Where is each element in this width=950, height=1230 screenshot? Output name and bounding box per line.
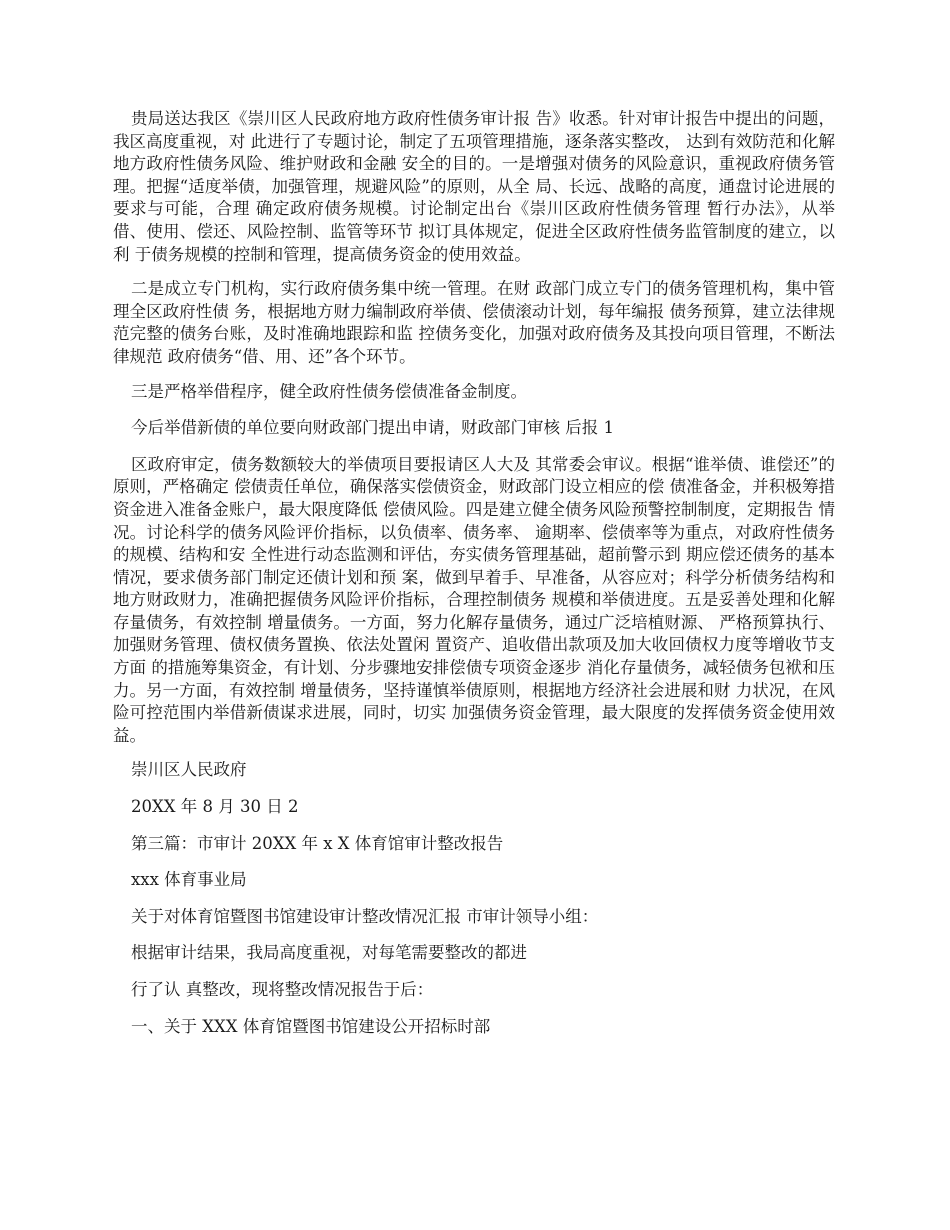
report-item-one: 一、关于 XXX 体育馆暨图书馆建设公开招标时部 [131, 1016, 491, 1036]
signature-government: 崇川区人民政府 [131, 760, 247, 780]
section-heading-third: 第三篇：市审计 20XX 年 x X 体育馆审计整改报告 [131, 833, 504, 853]
document-body [113, 108, 835, 1052]
report-title-line: 关于对体育馆暨图书馆建设审计整改情况汇报 市审计领导小组： [131, 906, 599, 926]
issuing-bureau: xxx 体育事业局 [131, 870, 247, 890]
report-opening-continuation: 行了认 真整改，现将整改情况报告于后： [131, 980, 434, 999]
paragraph-new-debt-application: 今后举借新债的单位要向财政部门提出申请，财政部门审核 后报 1 [131, 418, 614, 438]
paragraph-debt-measures-intro: 贵局送达我区《崇川区人民政府地方政府性债务审计报 告》收悉。针对审计报告中提出的问题，我区高度重视，对 此进行了专题讨论，制定了五项管理措施，逐条落实整改， 达到有效防范和化解地方政府性债务风险、维护财政和金融 安全的目的。一是增强对债务的风险意识，重视政府债务管 理。把握“适度举债，加强管理，规避风险”的原则，从全 局、长远、战略的高度，通盘讨论进展的要求与可能，合理 确定政府债务规模。讨论制定出台《崇川区政府性债务管理 暂行办法》，从举借、使用、偿还、风险控制、监管等环节 拟订具体规定，促进全区政府性债务监管制度的建立，以利 于债务规模的控制和管理，提高债务资金的使用效益。 [113, 109, 835, 264]
paragraph-risk-warning: 区政府审定，债务数额较大的举债项目要报请区人大及 其常委会审议。根据“谁举债、谁偿还”的原则，严格确定 偿债责任单位，确保落实偿债资金，财政部门设立相应的偿 债准备金，并积极筹措资金进入准备金账户，最大限度降低 偿债风险。四是建立健全债务风险预警控制制度，定期报告 情况。讨论科学的债务风险评价指标，以负债率、债务率、 逾期率、偿债率等为重点，对政府性债务的规模、结构和安 全性进行动态监测和评估，夯实债务管理基础，超前警示到 期应偿还债务的基本情况，要求债务部门制定还债计划和预 案，做到早着手、早准备，从容应对；科学分析债务结构和 地方财政财力，准确把握债务风险评价指标，合理控制债务 规模和举债进度。五是妥善处理和化解存量债务，有效控制 增量债务。一方面，努力化解存量债务，通过广泛培植财源、 严格预算执行、加强财务管理、债权债务置换、依法处置闲 置资产、追收借出款项及加大收回债权力度等增收节支方面 的措施筹集资金，有计划、分步骤地安排偿债专项资金逐步 消化存量债务，减轻债务包袱和压力。另一方面，有效控制 增量债务，坚持谨慎举债原则，根据地方经济社会进展和财 力状况，在风险可控范围内举借新债谋求进展，同时，切实 加强债务资金管理，最大限度的发挥债务资金使用效益。 [113, 454, 835, 745]
paragraph-borrowing-procedure: 三是严格举借程序，健全政府性债务偿债准备金制度。 [131, 381, 527, 401]
report-opening-line: 根据审计结果，我局高度重视，对每笔需要整改的都进 [131, 943, 527, 963]
paragraph-dedicated-agency: 二是成立专门机构，实行政府债务集中统一管理。在财 政部门成立专门的债务管理机构，集中管理全区政府性债 务，根据地方财力编制政府举债、偿债滚动计划，每年编报 债务预算，建立法律规范完整的债务台账，及时准确地跟踪和监 控债务变化，加强对政府债务及其投向项目管理，不断法律规范 政府债务“借、用、还”各个环节。 [113, 279, 835, 366]
signature-date: 20XX 年 8 月 30 日 2 [131, 797, 299, 817]
